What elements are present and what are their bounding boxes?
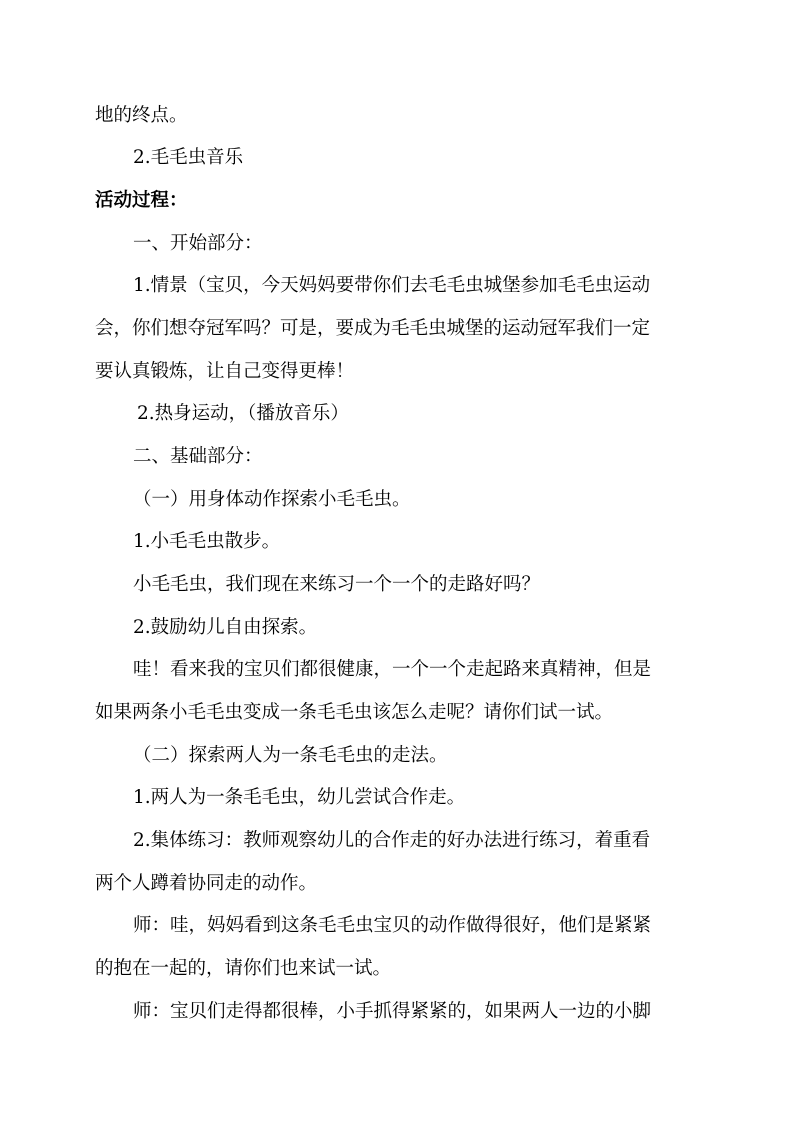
paragraph-line: 哇！看来我的宝贝们都很健康，一个一个走起路来真精神，但是 [133,659,652,680]
paragraph-line: 如果两条小毛毛虫变成一条毛毛虫该怎么走呢？请你们试一试。 [95,702,614,723]
subsection-heading: （二）探索两人为一条毛毛虫的走法。 [133,745,448,766]
paragraph-line: 两个人蹲着协同走的动作。 [95,873,318,894]
paragraph-line: 地的终点。 [95,105,188,126]
list-item: 2.鼓励幼儿自由探索。 [133,617,318,638]
list-item: 1.小毛毛虫散步。 [133,531,281,552]
list-item: 2.热身运动，（播放音乐） [137,403,349,424]
paragraph-line: 师：哇，妈妈看到这条毛毛虫宝贝的动作做得很好，他们是紧紧 [133,915,652,936]
list-item: 2.集体练习：教师观察幼儿的合作走的好办法进行练习，着重看 [133,830,651,851]
paragraph-line: 要认真锻炼，让自己变得更棒！ [95,361,355,382]
paragraph-line: 小毛毛虫，我们现在来练习一个一个的走路好吗？ [133,574,541,595]
section-heading: 一、开始部分： [133,233,263,254]
section-heading: 活动过程： [95,190,188,211]
paragraph-line: 的抱在一起的，请你们也来试一试。 [95,958,392,979]
paragraph-line: 会，你们想夺冠军吗？可是，要成为毛毛虫城堡的运动冠军我们一定 [95,318,651,339]
paragraph-line: 师：宝贝们走得都很棒，小手抓得紧紧的，如果两人一边的小脚 [133,1001,652,1022]
section-heading: 二、基础部分： [133,446,263,467]
list-item: 2.毛毛虫音乐 [133,147,244,168]
subsection-heading: （一）用身体动作探索小毛毛虫。 [133,489,411,510]
paragraph-line: 1.情景（宝贝，今天妈妈要带你们去毛毛虫城堡参加毛毛虫运动 [133,275,651,296]
list-item: 1.两人为一条毛毛虫，幼儿尝试合作走。 [133,787,466,808]
